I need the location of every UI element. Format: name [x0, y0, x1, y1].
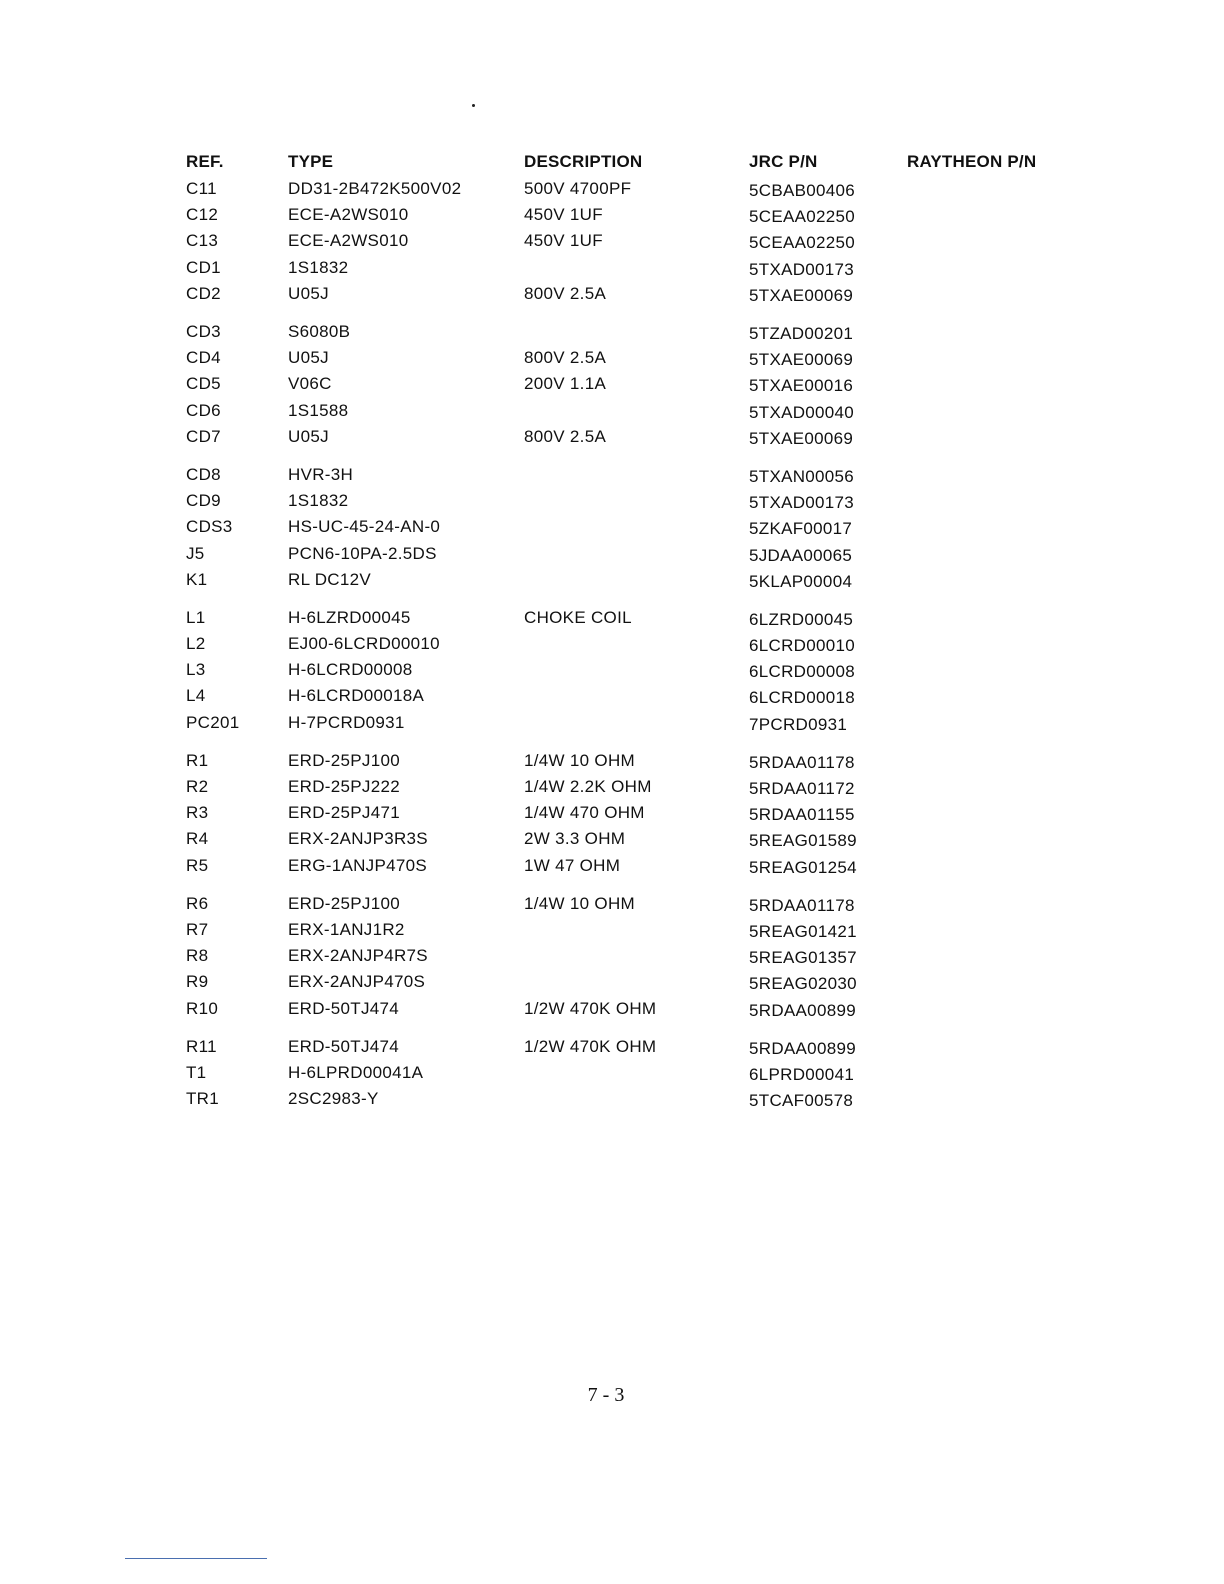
- table-row: [186, 281, 1086, 307]
- table-row: [186, 371, 1086, 397]
- table-row: [186, 202, 1086, 228]
- cell-description: 800V 2.5A: [524, 426, 607, 446]
- cell-ref: CD8: [186, 464, 221, 484]
- cell-jrc-pn: 6LCRD00010: [749, 636, 856, 656]
- cell-type: EJ00-6LCRD00010: [288, 634, 440, 654]
- cell-jrc-pn: 5REAG01589: [749, 831, 857, 851]
- cell-jrc-pn: 5TXAE00016: [749, 376, 854, 396]
- cell-jrc-pn: 5REAG01254: [749, 857, 857, 877]
- cell-jrc-pn: 5ZKAF00017: [749, 519, 853, 539]
- cell-ref: R7: [186, 919, 209, 939]
- cell-ref: C13: [186, 231, 219, 251]
- table-row: [186, 514, 1086, 540]
- cell-jrc-pn: 5TXAE00069: [749, 428, 854, 448]
- table-row: [186, 176, 1086, 202]
- table-row: [186, 995, 1086, 1021]
- cell-type: U05J: [288, 426, 329, 446]
- table-row: [186, 657, 1086, 683]
- cell-jrc-pn: 6LPRD00041: [749, 1064, 855, 1084]
- cell-ref: C12: [186, 205, 219, 225]
- cell-ref: R9: [186, 972, 209, 992]
- cell-description: 800V 2.5A: [524, 348, 607, 368]
- cell-jrc-pn: 5TZAD00201: [749, 324, 854, 344]
- cell-jrc-pn: 6LCRD00008: [749, 662, 856, 682]
- bottom-rule: [125, 1558, 267, 1559]
- cell-type: S6080B: [288, 322, 351, 342]
- table-row: [186, 255, 1086, 281]
- table-body: [186, 176, 1086, 1112]
- row-group: [186, 605, 1086, 736]
- cell-ref: R5: [186, 855, 209, 875]
- cell-description: 1/2W 470K OHM: [524, 998, 657, 1018]
- cell-type: U05J: [288, 348, 329, 368]
- cell-type: ERX-2ANJP4R7S: [288, 946, 428, 966]
- cell-type: ERX-1ANJ1R2: [288, 919, 405, 939]
- header-jrc-pn: JRC P/N: [749, 152, 818, 171]
- cell-ref: L3: [186, 660, 206, 680]
- cell-jrc-pn: 5RDAA01178: [749, 895, 855, 915]
- cell-type: H-6LCRD00008: [288, 660, 413, 680]
- cell-jrc-pn: 5REAG01421: [749, 921, 857, 941]
- cell-type: ECE-A2WS010: [288, 205, 409, 225]
- cell-jrc-pn: 5TXAE00069: [749, 285, 854, 305]
- cell-ref: L4: [186, 686, 206, 706]
- table-row: [186, 891, 1086, 917]
- cell-type: PCN6-10PA-2.5DS: [288, 543, 437, 563]
- cell-jrc-pn: 5RDAA01155: [749, 805, 855, 825]
- cell-jrc-pn: 5REAG01357: [749, 948, 857, 968]
- cell-type: ERD-25PJ471: [288, 803, 400, 823]
- cell-type: H-6LPRD00041A: [288, 1062, 424, 1082]
- table-row: [186, 567, 1086, 593]
- cell-description: 450V 1UF: [524, 205, 603, 225]
- cell-description: 450V 1UF: [524, 231, 603, 251]
- cell-ref: R11: [186, 1036, 217, 1056]
- cell-ref: CD9: [186, 491, 221, 511]
- table-row: [186, 424, 1086, 450]
- cell-type: H-7PCRD0931: [288, 712, 405, 732]
- cell-type: HS-UC-45-24-AN-0: [288, 517, 441, 537]
- table-header: [186, 148, 1086, 176]
- cell-ref: CD5: [186, 374, 221, 394]
- cell-type: H-6LZRD00045: [288, 607, 411, 627]
- cell-type: ERG-1ANJP470S: [288, 855, 428, 875]
- cell-jrc-pn: 5TXAD00040: [749, 402, 855, 422]
- table-row: [186, 398, 1086, 424]
- cell-description: 800V 2.5A: [524, 283, 607, 303]
- table-row: [186, 228, 1086, 254]
- cell-type: RL DC12V: [288, 569, 372, 589]
- table-row: [186, 1086, 1086, 1112]
- row-group: [186, 1034, 1086, 1113]
- cell-jrc-pn: 5TXAE00069: [749, 350, 854, 370]
- cell-jrc-pn: 5CEAA02250: [749, 207, 856, 227]
- cell-type: 1S1832: [288, 491, 349, 511]
- page-number: 7 - 3: [587, 1384, 625, 1406]
- cell-ref: L2: [186, 634, 206, 654]
- cell-ref: CD2: [186, 283, 221, 303]
- cell-ref: CDS3: [186, 517, 233, 537]
- cell-type: 1S1588: [288, 400, 349, 420]
- table-row: [186, 605, 1086, 631]
- cell-description: 1/4W 10 OHM: [524, 893, 635, 913]
- header-raytheon-pn: RAYTHEON P/N: [907, 152, 1037, 171]
- cell-jrc-pn: 5CEAA02250: [749, 233, 856, 253]
- cell-jrc-pn: 5RDAA00899: [749, 1038, 856, 1058]
- header-description: DESCRIPTION: [524, 152, 643, 171]
- cell-type: ERD-50TJ474: [288, 1036, 400, 1056]
- cell-description: 1/2W 470K OHM: [524, 1036, 657, 1056]
- table-row: [186, 319, 1086, 345]
- cell-ref: CD6: [186, 400, 221, 420]
- cell-description: 200V 1.1A: [524, 374, 607, 394]
- cell-jrc-pn: 5KLAP00004: [749, 571, 853, 591]
- cell-jrc-pn: 6LZRD00045: [749, 609, 854, 629]
- table-row: [186, 943, 1086, 969]
- cell-type: H-6LCRD00018A: [288, 686, 425, 706]
- cell-description: 1/4W 470 OHM: [524, 803, 645, 823]
- cell-type: ERX-2ANJP3R3S: [288, 829, 428, 849]
- cell-jrc-pn: 5CBAB00406: [749, 181, 856, 201]
- cell-type: ERD-25PJ100: [288, 750, 400, 770]
- cell-ref: R10: [186, 998, 219, 1018]
- row-group: [186, 748, 1086, 879]
- table-row: [186, 774, 1086, 800]
- table-row: [186, 917, 1086, 943]
- table-row: [186, 748, 1086, 774]
- table-row: [186, 683, 1086, 709]
- cell-description: 1/4W 10 OHM: [524, 750, 635, 770]
- cell-ref: CD1: [186, 257, 221, 277]
- cell-jrc-pn: 5TXAD00173: [749, 259, 855, 279]
- cell-ref: CD4: [186, 348, 221, 368]
- row-group: [186, 319, 1086, 450]
- cell-jrc-pn: 7PCRD0931: [749, 714, 848, 734]
- cell-ref: CD7: [186, 426, 221, 446]
- cell-description: CHOKE COIL: [524, 607, 632, 627]
- cell-description: 2W 3.3 OHM: [524, 829, 626, 849]
- table-row: [186, 488, 1086, 514]
- cell-ref: R8: [186, 946, 209, 966]
- cell-type: ERX-2ANJP470S: [288, 972, 426, 992]
- cell-ref: R6: [186, 893, 209, 913]
- parts-list-table: [186, 148, 1086, 1112]
- cell-description: 500V 4700PF: [524, 179, 632, 199]
- table-row: [186, 1060, 1086, 1086]
- cell-type: HVR-3H: [288, 464, 354, 484]
- header-type: TYPE: [288, 152, 334, 171]
- stray-mark: [472, 104, 475, 107]
- cell-jrc-pn: 5TXAD00173: [749, 493, 855, 513]
- cell-ref: R4: [186, 829, 209, 849]
- row-group: [186, 462, 1086, 593]
- cell-type: ERD-25PJ100: [288, 893, 400, 913]
- table-row: [186, 853, 1086, 879]
- cell-type: V06C: [288, 374, 332, 394]
- cell-type: 1S1832: [288, 257, 349, 277]
- cell-jrc-pn: 6LCRD00018: [749, 688, 856, 708]
- cell-ref: PC201: [186, 712, 240, 732]
- cell-ref: J5: [186, 543, 205, 563]
- table-row: [186, 826, 1086, 852]
- table-row: [186, 800, 1086, 826]
- table-row: [186, 631, 1086, 657]
- cell-ref: TR1: [186, 1089, 220, 1109]
- table-row: [186, 969, 1086, 995]
- cell-type: U05J: [288, 283, 329, 303]
- cell-type: 2SC2983-Y: [288, 1089, 379, 1109]
- cell-ref: L1: [186, 607, 206, 627]
- table-row: [186, 345, 1086, 371]
- cell-ref: K1: [186, 569, 208, 589]
- cell-jrc-pn: 5RDAA01172: [749, 779, 855, 799]
- cell-ref: R1: [186, 750, 209, 770]
- cell-ref: T1: [186, 1062, 207, 1082]
- cell-type: ECE-A2WS010: [288, 231, 409, 251]
- cell-jrc-pn: 5JDAA00065: [749, 545, 853, 565]
- row-group: [186, 176, 1086, 307]
- cell-ref: C11: [186, 179, 217, 199]
- cell-description: 1/4W 2.2K OHM: [524, 777, 652, 797]
- cell-ref: CD3: [186, 322, 221, 342]
- cell-description: 1W 47 OHM: [524, 855, 621, 875]
- table-row: [186, 540, 1086, 566]
- cell-jrc-pn: 5RDAA00899: [749, 1000, 856, 1020]
- cell-ref: R3: [186, 803, 209, 823]
- table-row: [186, 1034, 1086, 1060]
- cell-type: ERD-25PJ222: [288, 777, 400, 797]
- cell-jrc-pn: 5TCAF00578: [749, 1091, 854, 1111]
- table-row: [186, 462, 1086, 488]
- cell-jrc-pn: 5RDAA01178: [749, 752, 855, 772]
- header-ref: REF.: [186, 152, 224, 171]
- row-group: [186, 891, 1086, 1022]
- cell-ref: R2: [186, 777, 209, 797]
- table-row: [186, 710, 1086, 736]
- cell-type: ERD-50TJ474: [288, 998, 400, 1018]
- cell-jrc-pn: 5REAG02030: [749, 974, 857, 994]
- cell-type: DD31-2B472K500V02: [288, 179, 462, 199]
- cell-jrc-pn: 5TXAN00056: [749, 466, 855, 486]
